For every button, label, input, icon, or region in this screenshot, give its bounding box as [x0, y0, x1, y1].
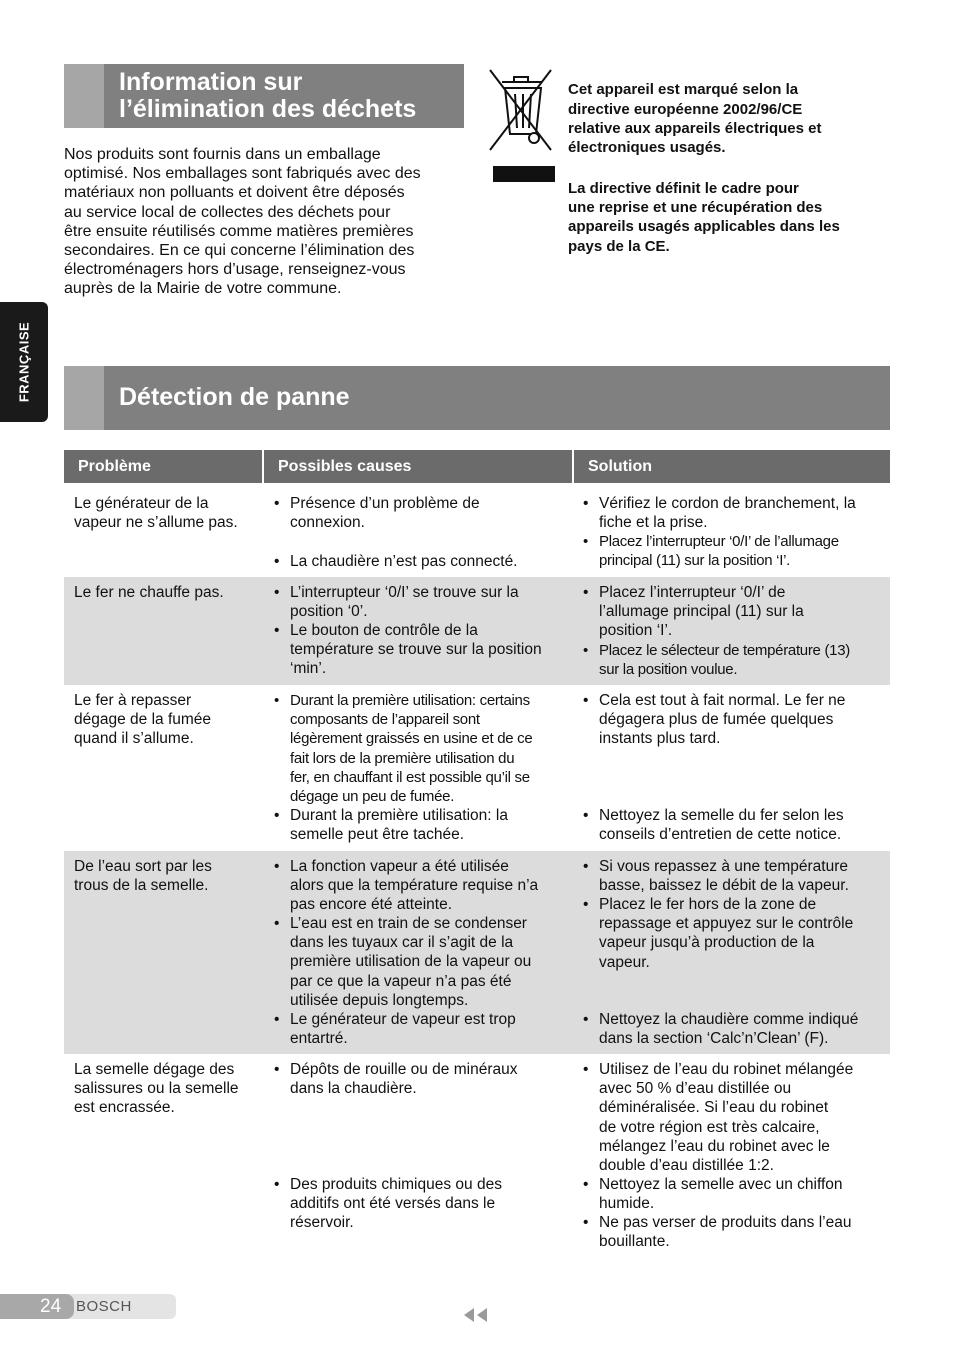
waste-title-line-2: l’élimination des déchets [119, 95, 417, 123]
cause-item: • Durant la première utilisation: la semelle peut être tachée. [274, 806, 570, 844]
cause-item: • L’interrupteur ‘0/I’ se trouve sur la position ‘0’. [274, 583, 570, 621]
cause-item: • L’eau est en train de se condenser dans les tuyaux car il s’agit de la première utilisation de la vapeur ou par ce que la vapeur n’a pas été utilisée depuis longtemps. [274, 914, 570, 1010]
solution-item: • Ne pas verser de produits dans l’eau bouillante. [583, 1213, 885, 1251]
header-accent-block [64, 366, 104, 430]
directive-paragraph-2: La directive définit le cadre pour une reprise et une récupération des appareils usagés applicables dans les pays de la CE. [568, 179, 840, 255]
solution-item: • Nettoyez la chaudière comme indiqué dans la section ‘Calc’n’Clean’ (F). [583, 1010, 885, 1048]
column-header-causes: Possibles causes [264, 450, 572, 483]
page-number-box [0, 1294, 74, 1319]
header-accent-block [64, 64, 104, 128]
solution-item: • Placez l’interrupteur ‘0/I’ de l’allumage principal (11) sur la position ‘I’. [583, 532, 885, 570]
packaging-paragraph: Nos produits sont fournis dans un emballage optimisé. Nos emballages sont fabriqués avec des matériaux non polluants et doivent être déposés au service local de collectes des déchets pour être ensuite réutilisés comme matières premières secondaires. En ce qui concerne l’élimination des électroménagers hors d’usage, renseignez-vous auprès de la Mairie de votre commune. [64, 146, 421, 298]
solution-item: • Utilisez de l’eau du robinet mélangée avec 50 % d’eau distillée ou déminéralisée. Si l’eau du robinet de votre région est très calcaire, mélangez l’eau du robinet avec le double d’eau distillée 1:2. [583, 1060, 885, 1175]
troubleshooting-title: Détection de panne [119, 383, 350, 411]
column-header-problem: Problème [64, 450, 262, 483]
crossed-out-wheelie-bin-icon [488, 68, 555, 182]
cause-item: • Dépôts de rouille ou de minéraux dans la chaudière. [274, 1060, 570, 1098]
page-number: 24 [40, 1296, 62, 1317]
problem-cell: La semelle dégage des salissures ou la semelle est encrassée. [74, 1061, 239, 1117]
cause-item: • Le bouton de contrôle de la température se trouve sur la position ‘min’. [274, 621, 570, 679]
cause-item: • La fonction vapeur a été utilisée alors que la température requise n’a pas encore été atteinte. [274, 857, 570, 915]
problem-cell: Le fer ne chauffe pas. [74, 584, 224, 601]
troubleshooting-section-header [64, 366, 890, 430]
directive-paragraph-1: Cet appareil est marqué selon la directive européenne 2002/96/CE relative aux appareils électriques et électroniques usagés. [568, 81, 822, 157]
table-row [64, 1054, 890, 1254]
cause-item: • Présence d’un problème de connexion. [274, 494, 570, 532]
waste-title-line-1: Information sur [119, 68, 303, 96]
solution-item: • Nettoyez la semelle du fer selon les conseils d’entretien de cette notice. [583, 806, 885, 844]
cause-item: • La chaudière n’est pas connecté. [274, 552, 570, 571]
waste-section-header [64, 64, 464, 128]
table-row [64, 851, 890, 1054]
brand-name: BOSCH [76, 1298, 132, 1315]
solution-item: • Vérifiez le cordon de branchement, la fiche et la prise. [583, 494, 885, 532]
problem-cell: Le fer à repasser dégage de la fumée quand il s’allume. [74, 692, 212, 748]
solution-item: • Nettoyez la semelle avec un chiffon humide. [583, 1175, 885, 1213]
previous-page-arrows-icon[interactable] [462, 1308, 490, 1322]
problem-cell: Le générateur de la vapeur ne s’allume pas. [74, 495, 238, 532]
solution-item: • Si vous repassez à une température basse, baissez le débit de la vapeur. [583, 857, 885, 895]
cause-item: • Le générateur de vapeur est trop entartré. [274, 1010, 570, 1048]
troubleshooting-table-header [64, 450, 890, 483]
cause-item: • Durant la première utilisation: certains composants de l’appareil sont légèrement graissés en usine et de ce fait lors de la première utilisation du fer, en chauffant il est possible qu’il se dégage un peu de fumée. [274, 691, 570, 806]
column-header-solution: Solution [574, 450, 890, 483]
solution-item: • Placez l’interrupteur ‘0/I’ de l’allumage principal (11) sur la position ‘I’. [583, 583, 885, 641]
language-tab [0, 302, 48, 422]
language-tab-label: FRANÇAISE [16, 321, 32, 403]
waste-section-title [119, 69, 416, 123]
table-row [64, 484, 890, 577]
solution-item: • Cela est tout à fait normal. Le fer ne dégagera plus de fumée quelques instants plus tard. [583, 691, 885, 749]
weee-directive-text [568, 61, 888, 275]
solution-item: • Placez le sélecteur de température (13) sur la position voulue. [583, 641, 885, 679]
table-row [64, 685, 890, 851]
cause-item: • Des produits chimiques ou des additifs ont été versés dans le réservoir. [274, 1175, 570, 1233]
table-row [64, 577, 890, 685]
solution-item: • Placez le fer hors de la zone de repassage et appuyez sur le contrôle vapeur jusqu’à production de la vapeur. [583, 895, 885, 972]
problem-cell: De l’eau sort par les trous de la semelle. [74, 858, 212, 895]
